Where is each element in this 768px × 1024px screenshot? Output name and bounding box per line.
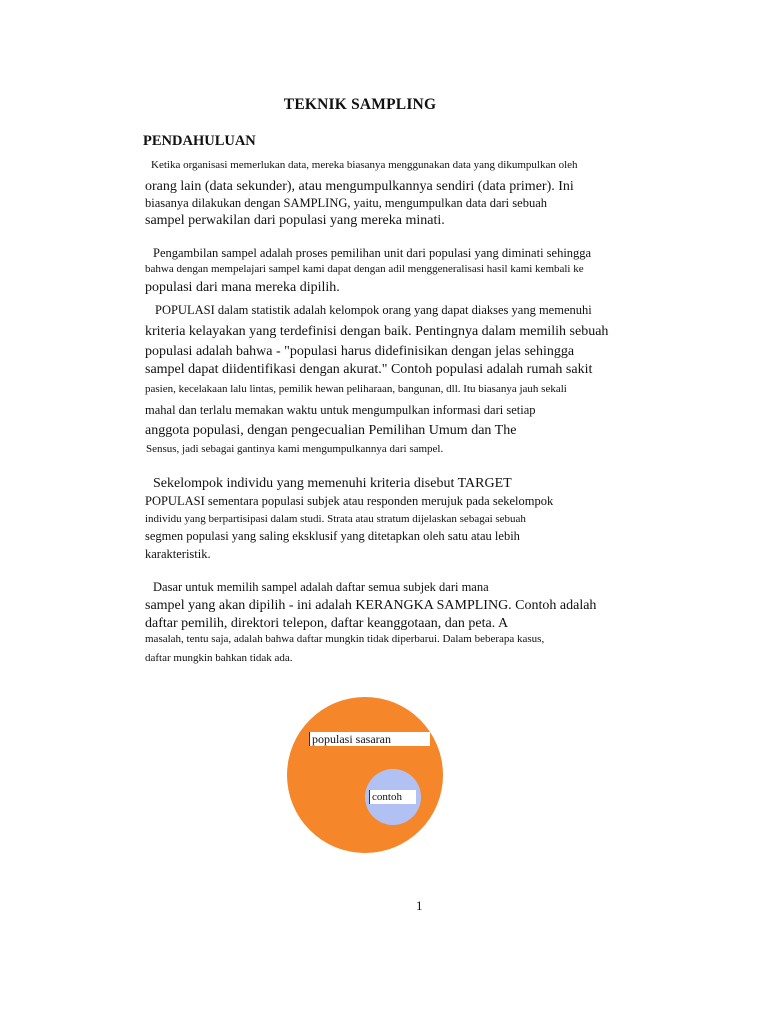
text-line: anggota populasi, dengan pengecualian Pemilihan Umum dan The — [145, 423, 517, 438]
target-population-label: populasi sasaran — [309, 732, 430, 746]
text-line: individu yang berpartisipasi dalam studi. Strata atau stratum dijelaskan sebagai sebuah — [145, 513, 526, 525]
text-line: kriteria kelayakan yang terdefinisi dengan baik. Pentingnya dalam memilih sebuah — [145, 324, 609, 339]
text-line: pasien, kecelakaan lalu lintas, pemilik hewan peliharaan, bangunan, dll. Itu biasanya jauh sekali — [145, 383, 567, 395]
text-line: karakteristik. — [145, 547, 211, 561]
text-line: populasi dari mana mereka dipilih. — [145, 280, 340, 295]
text-line: mahal dan terlalu memakan waktu untuk mengumpulkan informasi dari setiap — [145, 403, 536, 417]
text-line: Ketika organisasi memerlukan data, mereka biasanya menggunakan data yang dikumpulkan oleh — [151, 159, 578, 171]
text-line: sampel dapat diidentifikasi dengan akurat." Contoh populasi adalah rumah sakit — [145, 362, 593, 377]
document-title: TEKNIK SAMPLING — [283, 96, 437, 113]
text-line: sampel perwakilan dari populasi yang mereka minati. — [145, 213, 445, 228]
text-line: Sekelompok individu yang memenuhi kriteria disebut TARGET — [153, 476, 512, 491]
text-line: Sensus, jadi sebagai gantinya kami mengumpulkannya dari sampel. — [146, 443, 444, 455]
section-heading: PENDAHULUAN — [143, 133, 256, 149]
text-line: populasi adalah bahwa - "populasi harus didefinisikan dengan jelas sehingga — [145, 344, 575, 359]
text-line: daftar pemilih, direktori telepon, daftar keanggotaan, dan peta. A — [145, 616, 509, 631]
text-line: Pengambilan sampel adalah proses pemilihan unit dari populasi yang diminati sehingga — [153, 246, 592, 260]
text-line: orang lain (data sekunder), atau mengumpulkannya sendiri (data primer). Ini — [145, 179, 574, 194]
text-line: segmen populasi yang saling eksklusif yang ditetapkan oleh satu atau lebih — [145, 529, 520, 543]
target-population-circle — [287, 697, 443, 853]
text-line: POPULASI dalam statistik adalah kelompok orang yang dapat diakses yang memenuhi — [155, 303, 592, 317]
text-line: POPULASI sementara populasi subjek atau responden merujuk pada sekelompok — [145, 494, 554, 508]
population-sample-diagram — [287, 697, 445, 855]
page-number: 1 — [416, 898, 423, 913]
text-line: masalah, tentu saja, adalah bahwa daftar mungkin tidak diperbarui. Dalam beberapa kasus, — [145, 633, 545, 645]
text-line: biasanya dilakukan dengan SAMPLING, yaitu, mengumpulkan data dari sebuah — [145, 196, 547, 210]
text-line: bahwa dengan mempelajari sampel kami dapat dengan adil menggeneralisasi hasil kami kembali ke — [145, 263, 584, 275]
text-line: Dasar untuk memilih sampel adalah daftar semua subjek dari mana — [153, 580, 489, 594]
text-line: daftar mungkin bahkan tidak ada. — [145, 652, 293, 664]
text-line: sampel yang akan dipilih - ini adalah KERANGKA SAMPLING. Contoh adalah — [145, 598, 597, 613]
sample-label: contoh — [369, 790, 416, 804]
